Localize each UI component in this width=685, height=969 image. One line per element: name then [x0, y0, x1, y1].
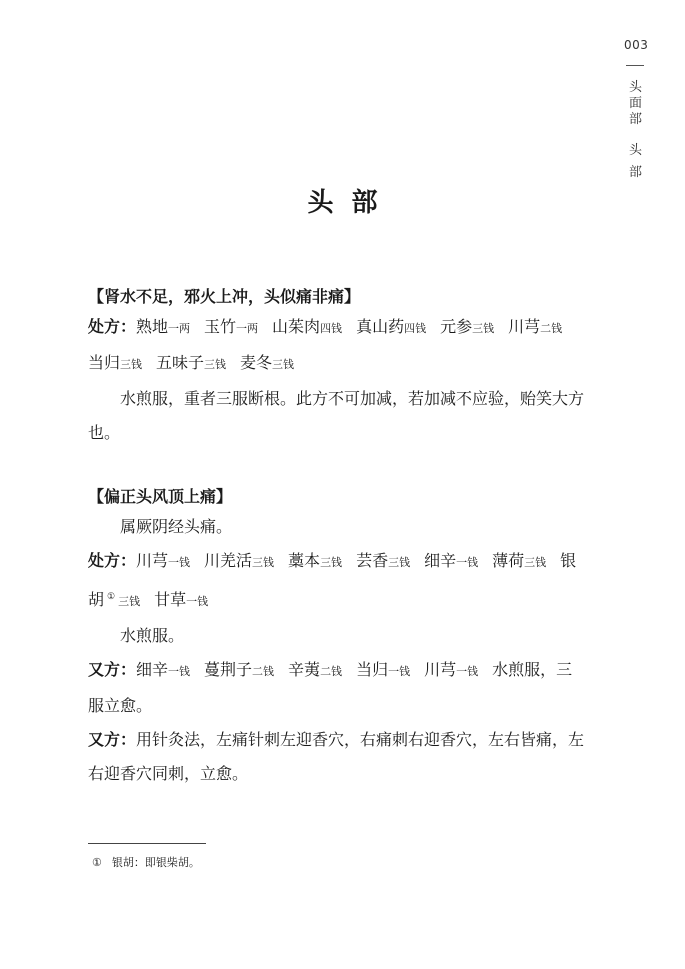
herb-item: [204, 551, 274, 570]
section-kidney-water: [88, 284, 588, 450]
herb-name: 当归: [356, 660, 389, 680]
section-label: 头面部: [629, 80, 643, 127]
herb-item: [272, 317, 342, 336]
prescription: [88, 544, 588, 619]
herb-name: 熟地: [136, 317, 169, 336]
herb-item: [204, 317, 258, 336]
herb-item: [136, 551, 190, 570]
herb-dose: 二钱: [540, 322, 563, 335]
herb-item: [204, 660, 274, 679]
herb-dose: 三钱: [204, 358, 227, 371]
herb-name: 细辛: [424, 551, 457, 570]
herb-name: 细辛: [136, 660, 169, 680]
herb-dose: 三钱: [120, 358, 143, 371]
herb-name: 真山药: [356, 317, 405, 336]
herb-item: [88, 353, 142, 372]
herb-name: 川芎: [424, 660, 457, 680]
footnote-rule: [88, 843, 206, 844]
herb-dose: 三钱: [472, 322, 495, 335]
herb-item: [136, 317, 190, 336]
herb-name: 芸香: [356, 551, 389, 570]
herb-item: [156, 353, 226, 372]
herb-item: [356, 317, 426, 336]
alt-text: 用针灸法，左痛针刺左迎香穴，右痛刺右迎香穴，左右皆痛，左右迎香穴同刺，立愈。: [88, 730, 585, 784]
herb-name: 玉竹: [204, 317, 237, 336]
herb-dose: 四钱: [320, 322, 343, 335]
footnote-text: 银胡：即银柴胡。: [111, 856, 200, 869]
herb-item: [424, 551, 478, 570]
herb-dose: 一钱: [456, 665, 479, 679]
prescription-label: 处方：: [88, 551, 137, 570]
herb-item: [136, 660, 190, 679]
herb-dose: 三钱: [524, 556, 547, 569]
herb-name: 蔓荆子: [204, 660, 253, 680]
alt-label: 又方：: [88, 730, 137, 750]
herb-dose: 三钱: [388, 556, 411, 569]
herb-name: 当归: [88, 353, 121, 372]
herb-name: 甘草: [154, 590, 187, 610]
herb-list: [136, 660, 492, 679]
herb-item: [154, 590, 208, 609]
herb-item: [356, 660, 410, 679]
herb-item: [440, 317, 494, 336]
herb-item: [356, 551, 410, 570]
herb-dose: 一钱: [168, 665, 191, 679]
footnote: [92, 855, 200, 871]
herb-name: 川羌活: [204, 551, 253, 570]
section-heading: 【偏正头风顶上痛】: [88, 487, 233, 506]
usage-note: 水煎服。: [120, 626, 185, 646]
herb-name: 元参: [440, 317, 473, 336]
footnote-ref: ①: [107, 592, 116, 602]
herb-item: [288, 551, 342, 570]
herb-item: [288, 660, 342, 679]
herb-item: [240, 353, 294, 372]
herb-dose: 三钱: [118, 595, 141, 609]
herb-dose: 三钱: [272, 358, 295, 371]
herb-dose: 四钱: [404, 322, 427, 335]
herb-dose: 二钱: [252, 665, 275, 679]
alternative-prescription-1: [88, 653, 588, 723]
herb-item: [424, 660, 478, 679]
herb-name: 薄荷: [492, 551, 525, 570]
herb-dose: 一钱: [168, 556, 191, 569]
herb-name: 麦冬: [240, 353, 273, 372]
alt-label: 又方：: [88, 660, 137, 680]
page-number: 003: [624, 38, 649, 52]
header-rule: [626, 65, 644, 66]
herb-list: [88, 551, 576, 609]
herb-name: 辛荑: [288, 660, 321, 680]
herb-dose: 三钱: [252, 556, 275, 569]
intro-text: 属厥阴经头痛。: [120, 517, 233, 536]
alt-note: 水煎服，三服立愈。: [88, 660, 573, 716]
herb-dose: 一两: [236, 322, 259, 335]
footnote-mark: ①: [92, 856, 102, 869]
herb-dose: 一钱: [186, 595, 209, 609]
herb-dose: 一钱: [388, 665, 411, 679]
herb-list: [88, 317, 576, 372]
herb-name: 藁本: [288, 551, 321, 570]
herb-name: 山茱肉: [272, 317, 321, 336]
herb-item: [492, 551, 546, 570]
section-head-wind: [88, 484, 588, 791]
prescription-label: 处方：: [88, 317, 137, 336]
usage-note: 水煎服，重者三服断根。此方不可加减，若加减不应验，贻笑大方也。: [88, 389, 585, 442]
prescription: [88, 310, 588, 382]
section-heading: 【肾水不足，邪火上冲，头似痛非痛】: [88, 287, 361, 306]
herb-name: 银胡: [88, 551, 577, 610]
alternative-prescription-2: [88, 723, 588, 791]
herb-dose: 二钱: [320, 665, 343, 679]
herb-dose: 一钱: [456, 556, 479, 569]
herb-dose: 一两: [168, 322, 191, 335]
subsection-label: 头部: [629, 143, 643, 180]
herb-name: 川芎: [136, 551, 169, 570]
herb-name: 川芎: [508, 317, 541, 336]
herb-name: 五味子: [156, 353, 205, 372]
herb-dose: 三钱: [320, 556, 343, 569]
running-header: [624, 0, 649, 190]
herb-item: [508, 317, 562, 336]
page-title: 头部: [307, 188, 396, 218]
